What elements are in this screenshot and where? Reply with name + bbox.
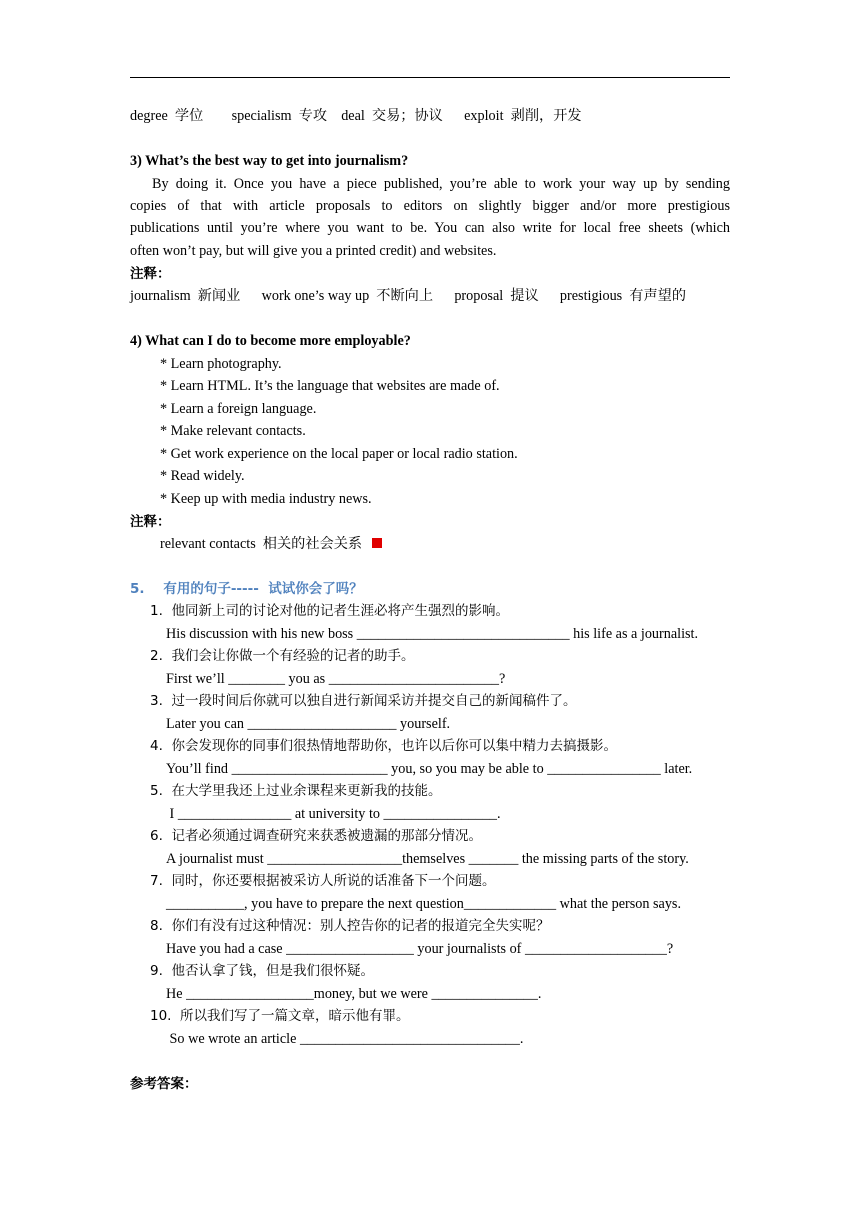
q3-paragraph-line: publications until you’re where you want to be. You can also write for local free sheets (which bbox=[130, 220, 730, 236]
q4-vocab-text: relevant contacts 相关的社会关系 bbox=[160, 536, 363, 552]
sentence-en: Have you had a case __________________ your journalists of ____________________? bbox=[166, 941, 674, 957]
q4-list-item: * Learn HTML. It’s the language that websites are made of. bbox=[160, 378, 500, 394]
q4-list-item: * Read widely. bbox=[160, 468, 245, 484]
sentence-zh: 2. 我们会让你做一个有经验的记者的助手。 bbox=[150, 648, 415, 664]
q4-vocab-line bbox=[160, 533, 720, 555]
sentence-en: Later you can _____________________ yourself. bbox=[166, 716, 451, 732]
sentence-zh: 9. 他否认拿了钱，但是我们很怀疑。 bbox=[150, 963, 374, 979]
sentence-en: His discussion with his new boss ______________________________ his life as a journalist. bbox=[166, 626, 699, 642]
q3-vocab-line: journalism 新闻业 work one’s way up 不断向上 proposal 提议 prestigious 有声望的 bbox=[130, 288, 687, 304]
answers-label: 参考答案： bbox=[130, 1076, 198, 1092]
q4-list-item: * Learn photography. bbox=[160, 356, 282, 372]
q3-paragraph-line: copies of that with article proposals to editors on slightly bigger and/or more prestigious bbox=[130, 198, 730, 214]
sentence-zh: 4. 你会发现你的同事们很热情地帮助你，也许以后你可以集中精力去搞摄影。 bbox=[150, 738, 617, 754]
q4-list-item: * Make relevant contacts. bbox=[160, 423, 306, 439]
q4-notes-label: 注释： bbox=[130, 514, 171, 530]
question-3-heading: 3) What’s the best way to get into journalism? bbox=[130, 153, 409, 169]
sentence-en: A journalist must ___________________themselves _______ the missing parts of the story. bbox=[166, 851, 689, 867]
q3-paragraph-line: often won’t pay, but will give you a printed credit) and websites. bbox=[130, 243, 497, 259]
q4-list-item: * Keep up with media industry news. bbox=[160, 491, 372, 507]
sentence-en: He __________________money, but we were _______________. bbox=[166, 986, 542, 1002]
header-rule bbox=[130, 77, 730, 78]
sentence-zh: 1. 他同新上司的讨论对他的记者生涯必将产生强烈的影响。 bbox=[150, 603, 509, 619]
question-4-heading: 4) What can I do to become more employable? bbox=[130, 333, 411, 349]
sentence-zh: 10. 所以我们写了一篇文章，暗示他有罪。 bbox=[150, 1008, 410, 1024]
sentence-zh: 5. 在大学里我还上过业余课程来更新我的技能。 bbox=[150, 783, 442, 799]
section-5-heading: 5. 有用的句子----- 试试你会了吗？ bbox=[130, 581, 363, 597]
q4-list-item: * Get work experience on the local paper or local radio station. bbox=[160, 446, 518, 462]
vocab-line-degree: degree 学位 specialism 专攻 deal 交易；协议 exploit 剥削，开发 bbox=[130, 108, 582, 124]
red-square-icon bbox=[372, 538, 382, 548]
sentence-en: First we’ll ________ you as ________________________? bbox=[166, 671, 506, 687]
sentence-zh: 8. 你们有没有过这种情况：别人控告你的记者的报道完全失实呢？ bbox=[150, 918, 550, 934]
sentence-en: So we wrote an article _______________________________. bbox=[166, 1031, 524, 1047]
sentence-zh: 6. 记者必须通过调查研究来获悉被遗漏的那部分情况。 bbox=[150, 828, 482, 844]
q3-paragraph-line: By doing it. Once you have a piece published, you’re able to work your way up by sending bbox=[152, 176, 730, 192]
sentence-en: ___________, you have to prepare the next question_____________ what the person says. bbox=[166, 896, 681, 912]
sentence-en: You’ll find ______________________ you, so you may be able to ________________ later. bbox=[166, 761, 693, 777]
sentence-zh: 7. 同时，你还要根据被采访人所说的话准备下一个问题。 bbox=[150, 873, 496, 889]
sentence-en: I ________________ at university to ________________. bbox=[166, 806, 501, 822]
sentence-zh: 3. 过一段时间后你就可以独自进行新闻采访并提交自己的新闻稿件了。 bbox=[150, 693, 577, 709]
q3-notes-label: 注释： bbox=[130, 266, 171, 282]
q4-list-item: * Learn a foreign language. bbox=[160, 401, 317, 417]
